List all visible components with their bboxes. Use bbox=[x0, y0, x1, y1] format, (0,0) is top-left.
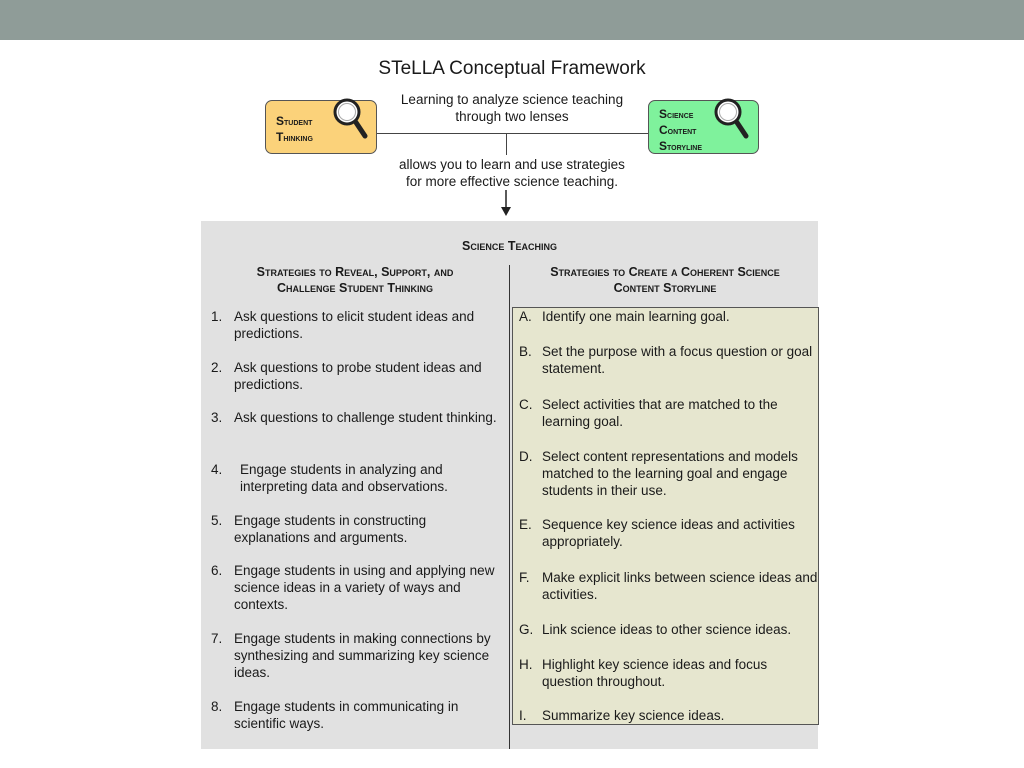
down-arrow-icon bbox=[498, 190, 514, 218]
page-title: STeLLA Conceptual Framework bbox=[378, 58, 646, 79]
center-connector-line bbox=[506, 133, 507, 155]
storyline-items-layer: A. Identify one main learning goal. B. Set the purpose with a focus question or goal statement. C. Select activities that are matched to the learning goal. D. Select content representations and models matched to the learning goal and engage students in their use. E. Sequence key science ideas and activities appropriately. F. Make explicit links between science ideas and activities. G. Link science ideas to other science ideas. H. Highlight key science ideas and focus question throughout. I. Summarize key science ideas. bbox=[519, 309, 818, 723]
lens-connector-line bbox=[377, 133, 648, 134]
student-thinking-strategies-heading: Strategies to Reveal, Support, and Challenge Student Thinking bbox=[256, 265, 454, 295]
strategies-caption: allows you to learn and use strategies for more effective science teaching. bbox=[399, 157, 625, 189]
science-content-storyline-label: Science Content Storyline bbox=[659, 107, 703, 153]
storyline-strategies-heading: Strategies to Create a Coherent Science Content Storyline bbox=[550, 265, 780, 295]
magnifier-icon bbox=[713, 97, 749, 139]
science-teaching-panel: Science Teaching Strategies to Reveal, Support, and Challenge Student Thinking Strategies to Create a Coherent Science Content Storyline 1. Ask questions to elicit student ideas and predictions. 2. Ask questions to probe student ideas and predictions. 3. Ask questions to challenge student thinking. 4. Engage students in analyzing and interpreting data and observations. 5. Engage students in constructing explanations and arguments. 6. Engage students in using and applying new science ideas in a variety of ways and contexts. 7. Engage students in making connections by synthesizing and summarizing key science ideas. 8. Engage students in communicating in scientific ways. bbox=[201, 221, 818, 749]
student-thinking-label: Student Thinking bbox=[276, 114, 313, 144]
slide-header-bar bbox=[0, 0, 1024, 40]
science-teaching-title: Science Teaching bbox=[462, 239, 557, 253]
magnifier-icon bbox=[332, 97, 368, 139]
science-content-storyline-lens bbox=[648, 100, 759, 154]
student-thinking-lens bbox=[265, 100, 377, 154]
lenses-caption: Learning to analyze science teaching through two lenses bbox=[400, 92, 624, 124]
